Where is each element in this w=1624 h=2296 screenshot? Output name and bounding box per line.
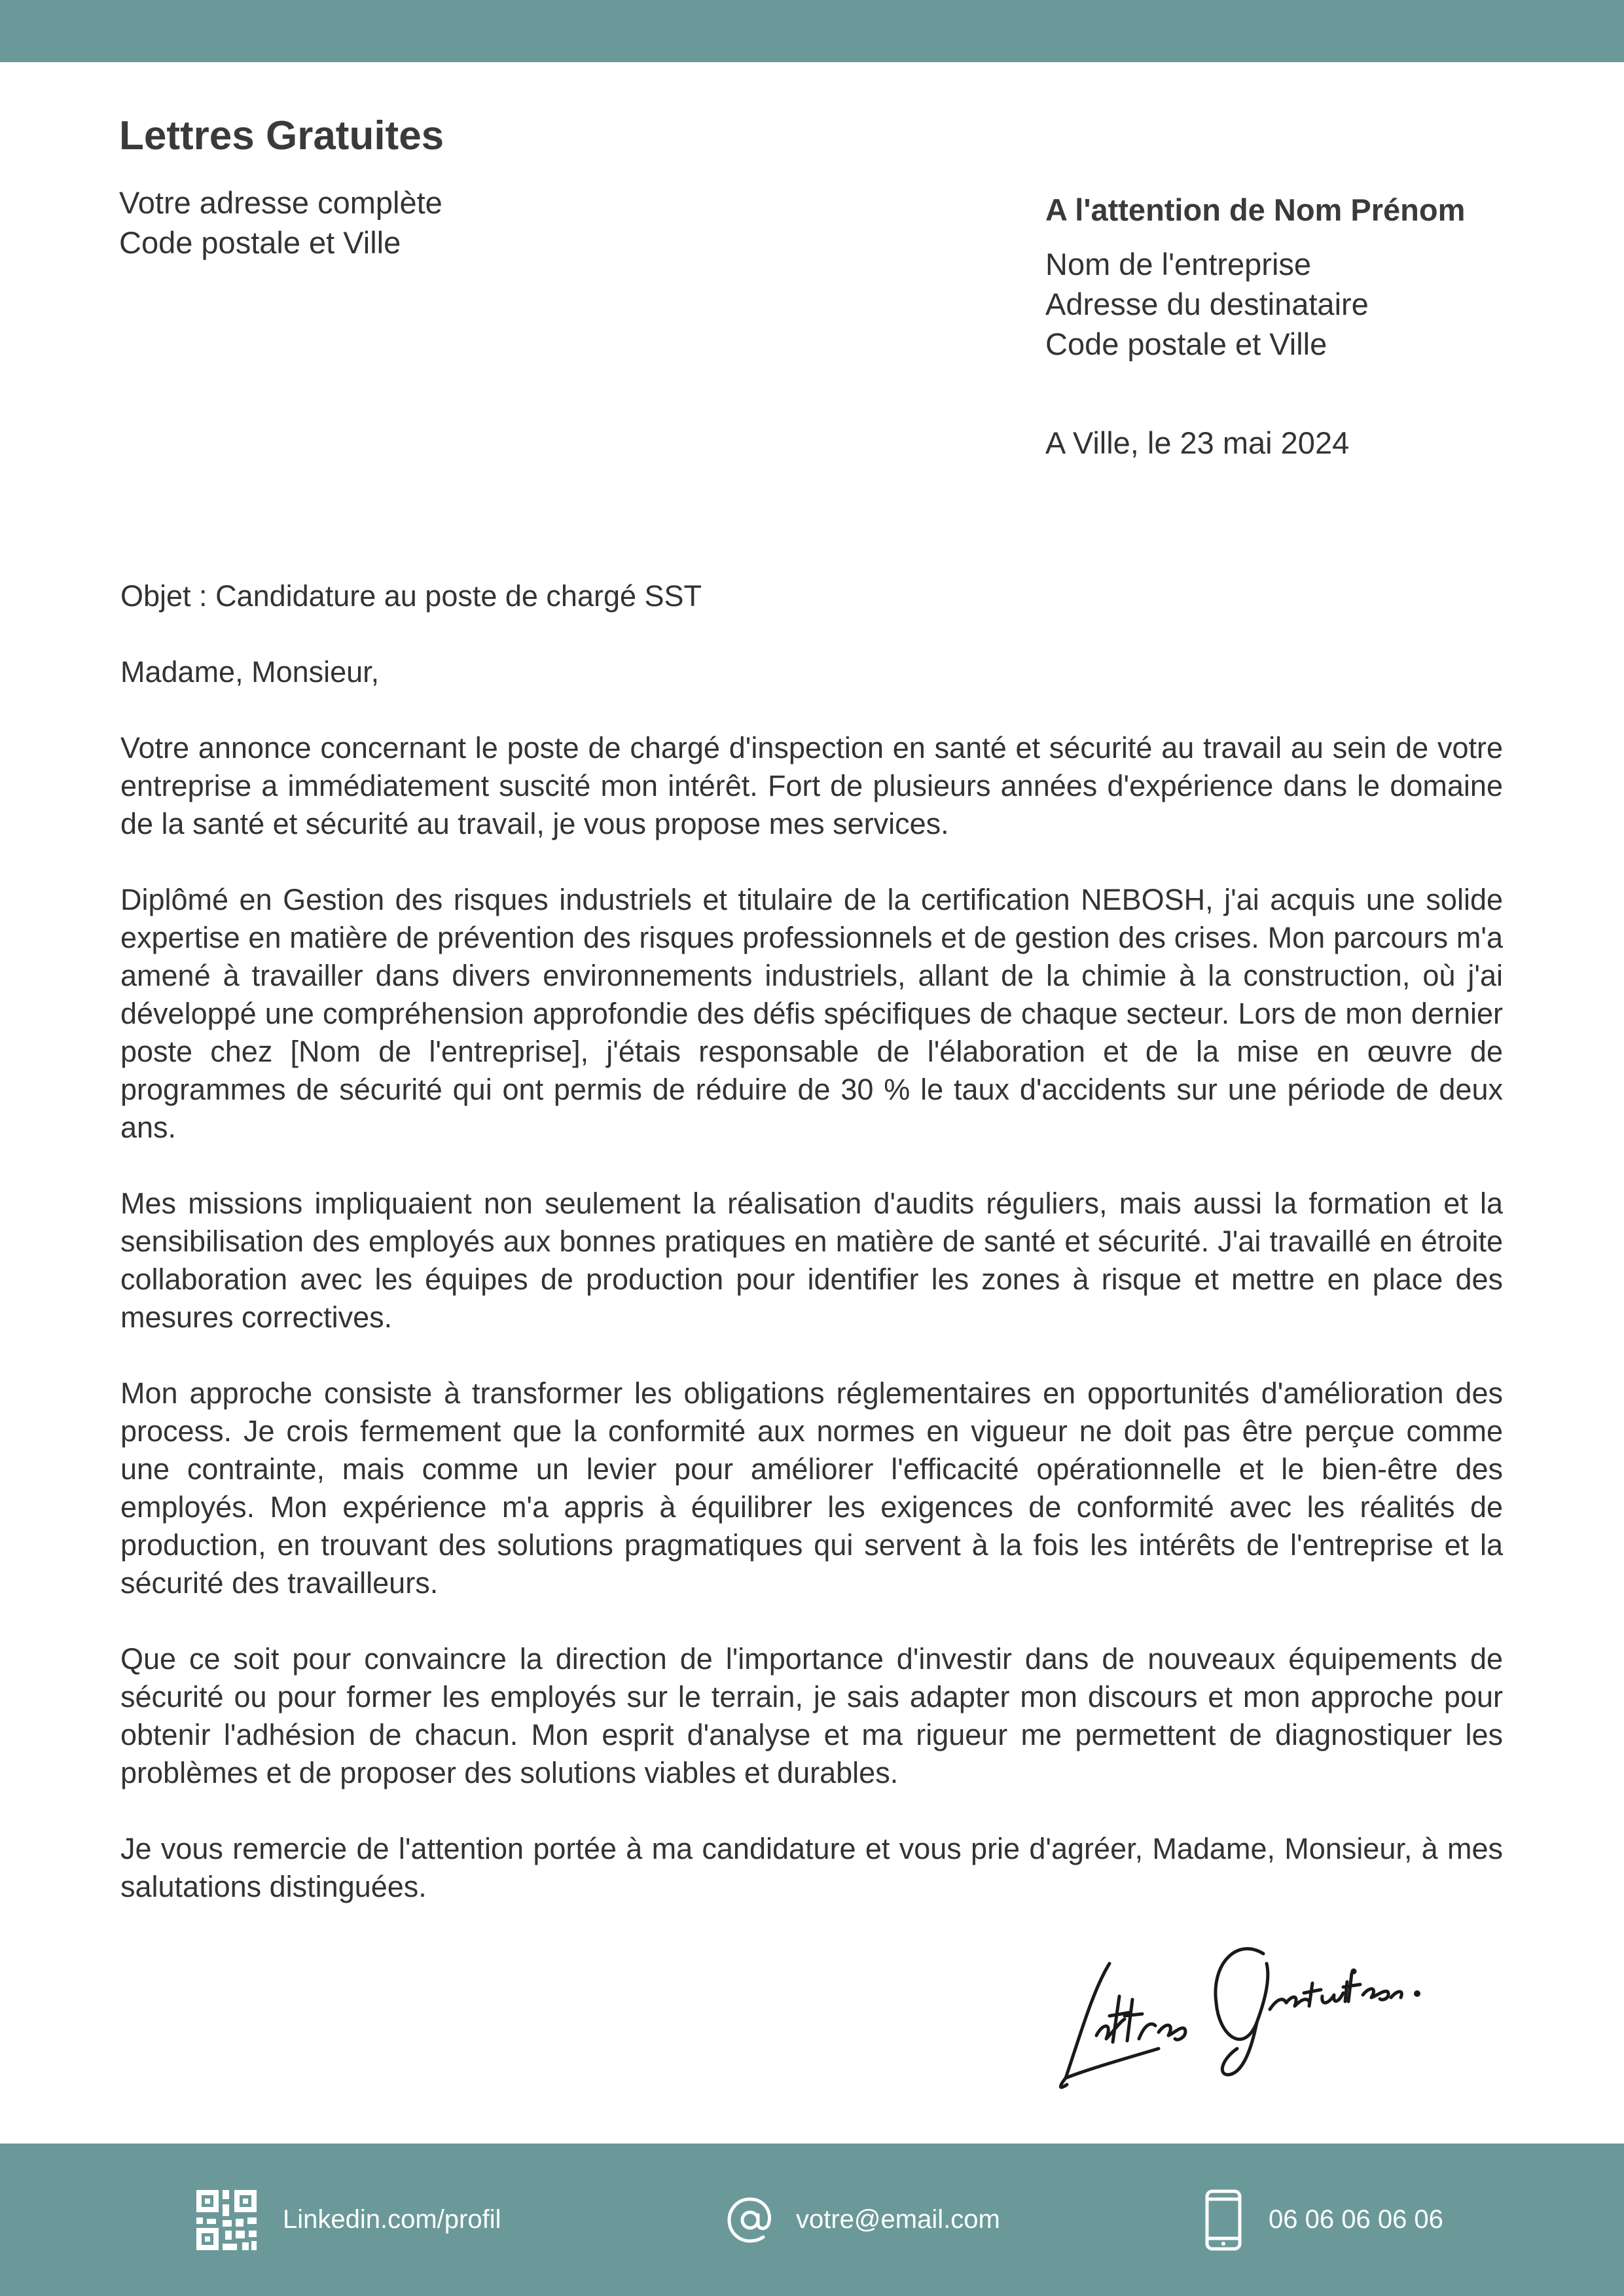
letter-date: A Ville, le 23 mai 2024 — [1045, 425, 1350, 460]
letter-paragraph: Mes missions impliquaient non seulement la réalisation d'audits réguliers, mais aussi la formation et la sensibilisation des employés aux bonnes pratiques en matière de santé et sécurité. J'ai travaillé en étroite collaboration avec les équipes de production pour identifier les zones à risque et mettre en place des mesures correctives. — [120, 1187, 1503, 1334]
footer-linkedin[interactable] — [196, 2144, 501, 2296]
footer-email[interactable] — [725, 2144, 1000, 2296]
top-accent-bar — [0, 0, 1624, 62]
phone-icon — [1204, 2189, 1242, 2251]
handwritten-signature — [1047, 1924, 1440, 2094]
sender-city: Code postale et Ville — [119, 225, 401, 260]
email-link[interactable]: votre@email.com — [796, 2205, 1000, 2234]
at-sign-icon — [725, 2195, 775, 2245]
letter-closing: Je vous remercie de l'attention portée à ma candidature et vous prie d'agréer, Madame, Monsieur, à mes salutations distinguées. — [120, 1832, 1503, 1903]
letter-paragraph: Que ce soit pour convaincre la direction de l'importance d'investir dans de nouveaux équipements de sécurité ou pour former les employés sur le terrain, je sais adapter mon discours et mon approche pour obtenir l'adhésion de chacun. Mon esprit d'analyse et ma rigueur me permettent de diagnostiquer les problèmes et de proposer des solutions viables et durables. — [120, 1642, 1503, 1789]
linkedin-link[interactable]: Linkedin.com/profil — [283, 2205, 501, 2234]
letter-paragraph: Mon approche consiste à transformer les obligations réglementaires en opportunités d'amélioration des process. Je crois fermement que la conformité aux normes en vigueur ne doit pas être perçue comme une contrainte, mais comme un levier pour améliorer l'efficacité opérationnelle et le bien-être des employés. Mon expérience m'a appris à équilibrer les exigences de conformité avec les réalités de production, en trouvant des solutions pragmatiques qui servent à la fois les intérêts de l'entreprise et la sécurité des travailleurs. — [120, 1376, 1503, 1600]
letter-subject: Objet : Candidature au poste de chargé SST — [120, 579, 702, 613]
sender-address: Votre adresse complète — [119, 185, 442, 221]
recipient-attention: A l'attention de Nom Prénom — [1045, 192, 1466, 227]
contact-footer — [0, 2144, 1624, 2296]
recipient-city: Code postale et Ville — [1045, 327, 1327, 361]
footer-phone[interactable] — [1204, 2144, 1443, 2296]
sender-block — [119, 113, 839, 262]
sender-name: Lettres Gratuites — [119, 113, 444, 158]
letter-paragraph: Diplômé en Gestion des risques industriels et titulaire de la certification NEBOSH, j'ai acquis une solide expertise en matière de prévention des risques professionnels et de gestion des crises. Mon parcours m'a amené à travailler dans divers environnements industriels, allant de la chimie à la construction, où j'ai développé une compréhension approfondie des défis spécifiques de chaque secteur. Lors de mon dernier poste chez [Nom de l'entreprise], j'étais responsable de l'élaboration et de la mise en œuvre de programmes de sécurité qui ont permis de réduire de 30 % le taux d'accidents sur une période de deux ans. — [120, 883, 1503, 1144]
recipient-address: Adresse du destinataire — [1045, 287, 1369, 321]
qr-code-icon — [196, 2190, 257, 2250]
letter-salutation: Madame, Monsieur, — [120, 655, 380, 689]
recipient-company: Nom de l'entreprise — [1045, 247, 1312, 281]
letter-body — [120, 577, 1503, 1906]
letter-paragraph: Votre annonce concernant le poste de chargé d'inspection en santé et sécurité au travail au sein de votre entreprise a immédiatement suscité mon intérêt. Fort de plusieurs années d'expérience dans le domaine de la santé et sécurité au travail, je vous propose mes services. — [120, 731, 1503, 840]
recipient-block — [1045, 190, 1595, 364]
phone-number[interactable]: 06 06 06 06 06 — [1269, 2205, 1443, 2234]
